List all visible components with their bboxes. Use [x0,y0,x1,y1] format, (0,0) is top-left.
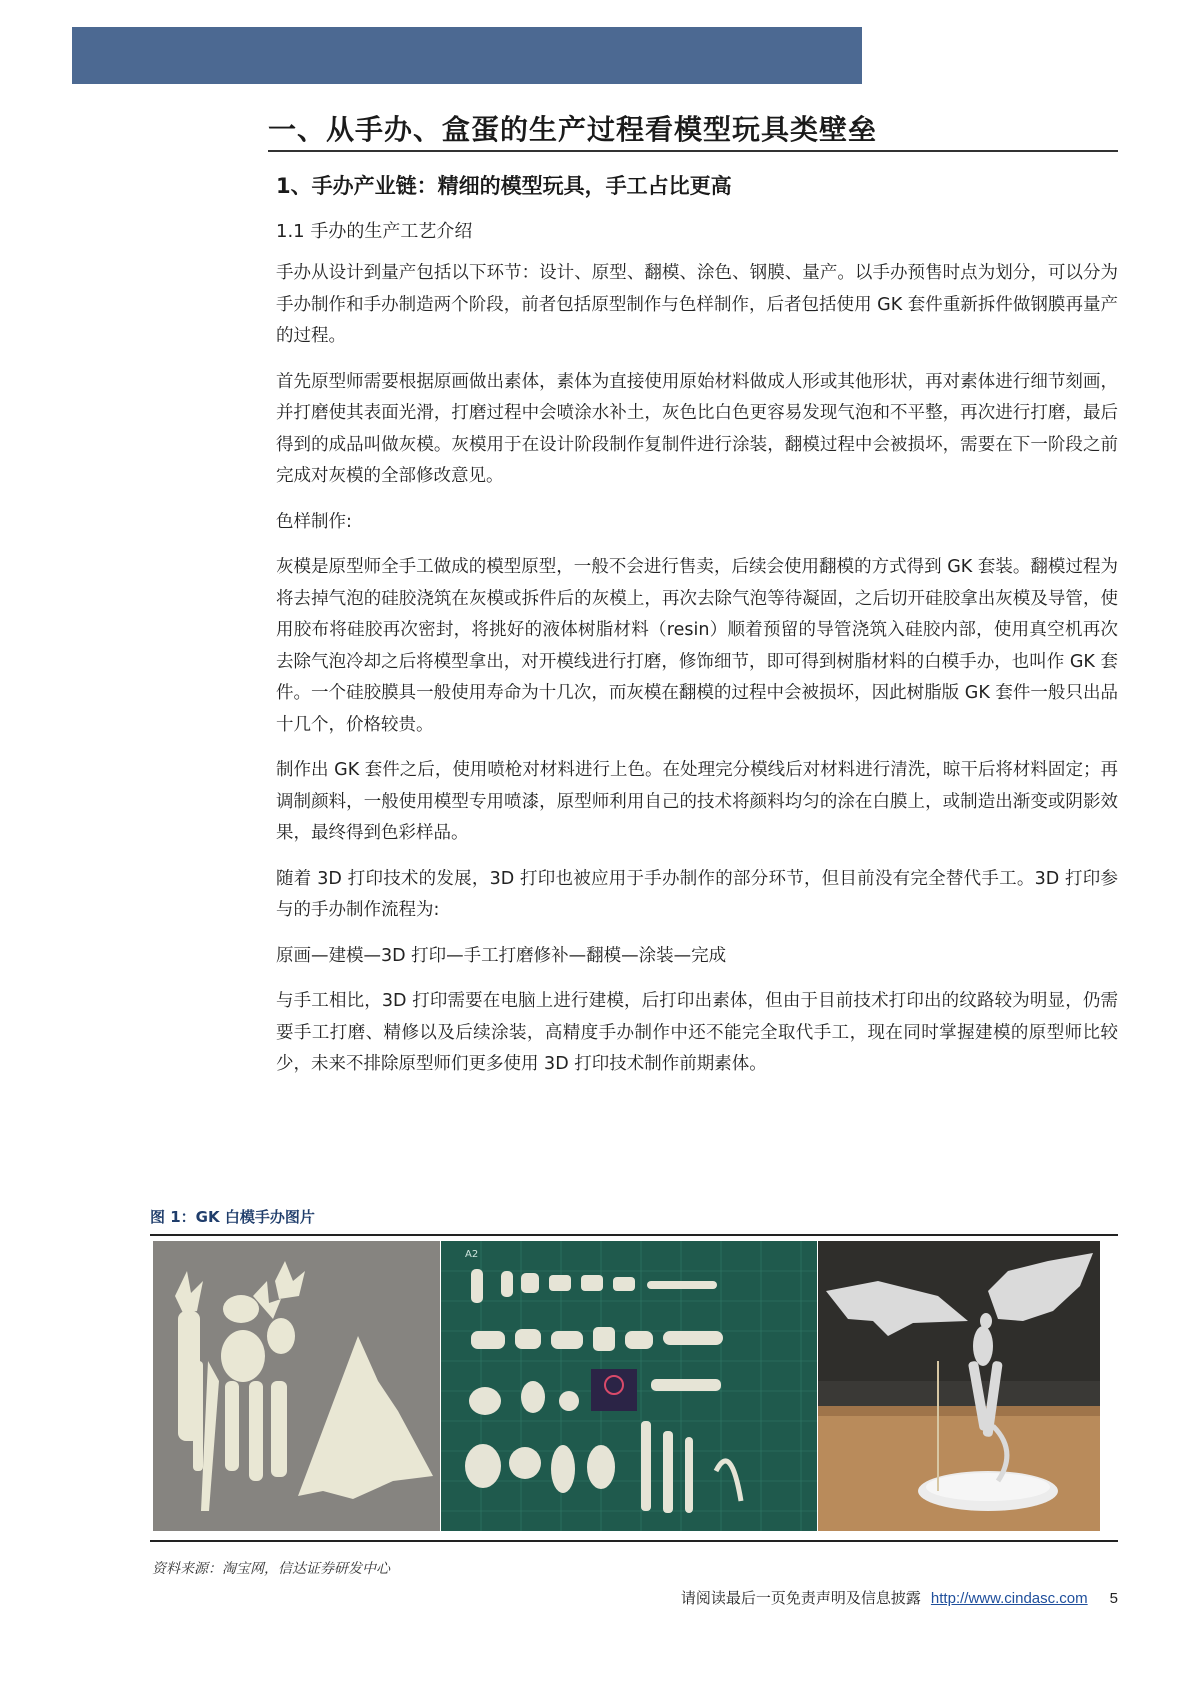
paragraph: 首先原型师需要根据原画做出素体，素体为直接使用原始材料做成人形或其他形状，再对素体进行细节刻画，并打磨使其表面光滑，打磨过程中会喷涂水补土，灰色比白色更容易发现气泡和不平整，再次进行打磨，最后得到的成品叫做灰模。灰模用于在设计阶段制作复制件进行涂装，翻模过程中会被损坏，需要在下一阶段之前完成对灰模的全部修改意见。 [276,371,1118,486]
photo-mat-label: A2 [465,1249,479,1260]
page-number: 5 [1109,1590,1118,1607]
paragraph: 随着 3D 打印技术的发展，3D 打印也被应用于手办制作的部分环节，但目前没有完全替代手工。3D 打印参与的手办制作流程为: [276,868,1118,920]
photo-assembled-figure-image [818,1241,1100,1531]
photo-gk-parts-grey [153,1241,440,1531]
subsection-title: 1、手办产业链：精细的模型玩具，手工占比更高 [276,174,732,198]
paragraph: 与手工相比，3D 打印需要在电脑上进行建模，后打印出素体，但由于目前技术打印出的纹路较为明显，仍需要手工打磨、精修以及后续涂装，高精度手办制作中还不能完全取代手工，现在同时掌握建模的原型师比较少，未来不排除原型师们更多使用 3D 打印技术制作前期素体。 [276,991,1118,1074]
section-title: 一、从手办、盒蛋的生产过程看模型玩具类壁垒 [268,113,878,146]
footer-website-link[interactable]: http://www.cindasc.com [930,1590,1088,1607]
figure-source: 资料来源：淘宝网，信达证券研发中心 [152,1561,390,1577]
photo-gk-parts-mat [441,1241,817,1531]
footer-disclaimer: 请阅读最后一页免责声明及信息披露 [680,1589,921,1607]
footer [681,1587,1118,1608]
paragraph: 灰模是原型师全手工做成的模型原型，一般不会进行售卖，后续会使用翻模的方式得到 GK 套装。翻模过程为将去掉气泡的硅胶浇筑在灰模或拆件后的灰模上，再次去除气泡等待凝固，之后切开硅胶拿出灰模及导管，使用胶布将硅胶再次密封，将挑好的液体树脂材料（resin）顺着预留的导管浇筑入硅胶内部，使用真空机再次去除气泡冷却之后将模型拿出，对开模线进行打磨，修饰细节，即可得到树脂材料的白模手办，也叫作 GK 套件。一个硅胶膜具一般使用寿命为十几次，而灰模在翻模的过程中会被损坏，因此树脂版 GK 套件一般只出品十几个，价格较贵。 [276,557,1118,735]
figure-caption: 图 1：GK 白模手办图片 [150,1208,315,1226]
paragraph: 色样制作: [276,511,352,532]
photo-gk-parts-mat-image [441,1241,817,1531]
subsubsection-title: 1.1 手办的生产工艺介绍 [276,221,473,242]
photo-gk-parts-grey-image [153,1241,440,1531]
section-title-rule [268,150,1118,152]
paragraph: 原画—建模—3D 打印—手工打磨修补—翻模—涂装—完成 [276,945,727,966]
body-text [276,258,1118,1095]
paragraph: 制作出 GK 套件之后，使用喷枪对材料进行上色。在处理完分模线后对材料进行清洗，晾干后将材料固定；再调制颜料，一般使用模型专用喷漆，原型师利用自己的技术将颜料均匀的涂在白膜上，或制造出渐变或阴影效果，最终得到色彩样品。 [276,760,1118,843]
figure-bottom-rule [150,1540,1118,1542]
header-band [72,27,862,84]
paragraph: 手办从设计到量产包括以下环节：设计、原型、翻模、涂色、钢膜、量产。以手办预售时点为划分，可以分为手办制作和手办制造两个阶段，前者包括原型制作与色样制作，后者包括使用 GK 套件重新拆件做钢膜再量产的过程。 [276,263,1118,346]
figure-top-rule [150,1234,1118,1236]
photo-assembled-figure [818,1241,1100,1531]
